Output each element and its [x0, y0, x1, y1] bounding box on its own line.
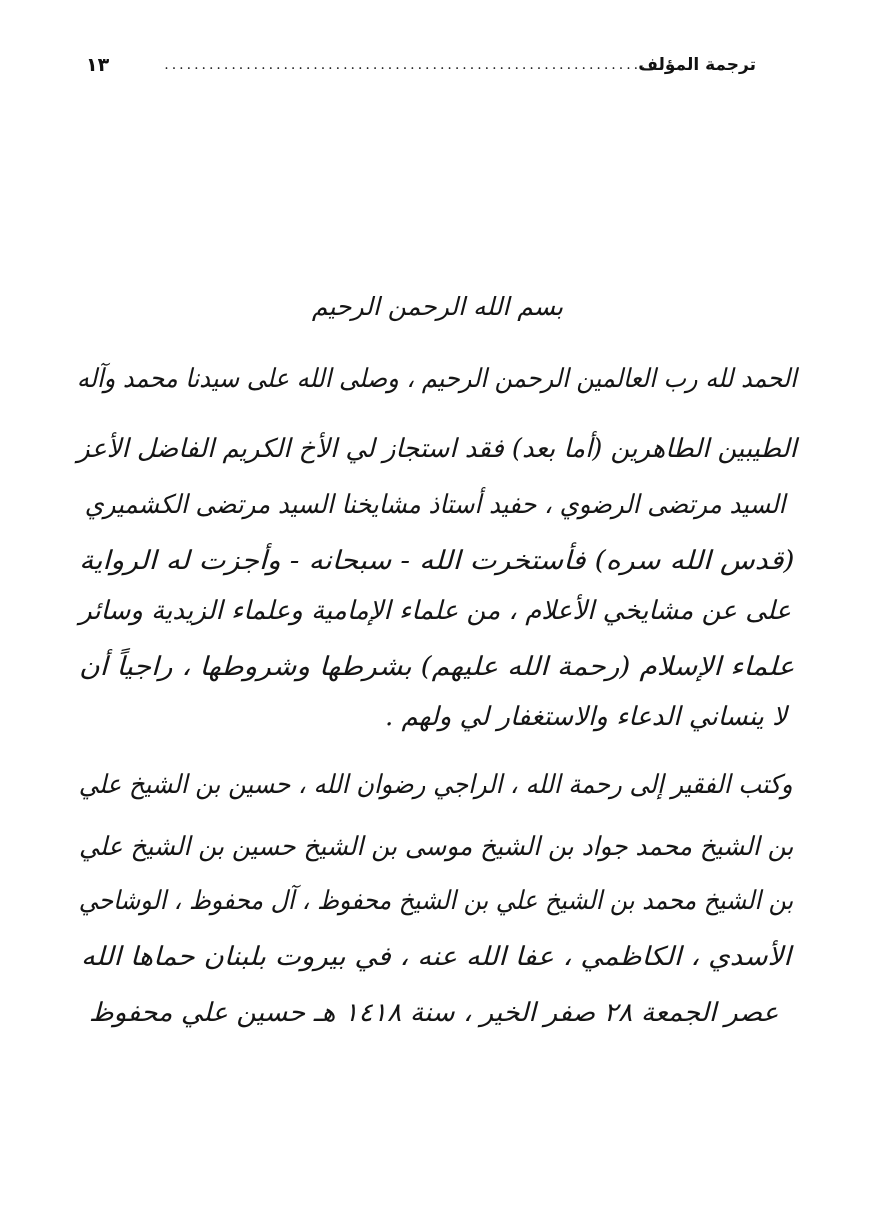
manuscript-line	[384, 700, 787, 734]
manuscript-line-signature	[89, 996, 779, 1030]
manuscript-line	[79, 594, 791, 628]
basmala-text: بسم الله الرحمن الرحيم	[311, 292, 564, 321]
manuscript-line-text: الطيبين الطاهرين (أما بعد) فقد استجاز لي الأخ الكريم الفاضل الأعز	[77, 434, 797, 464]
manuscript-line-text: على عن مشايخي الأعلام ، من علماء الإمامية وعلماء الزيدية وسائر	[79, 596, 791, 626]
manuscript-line-text: وكتب الفقير إلى رحمة الله ، الراجي رضوان الله ، حسين بن الشيخ علي	[79, 770, 793, 800]
header-leader-dots: ..................................................................	[164, 57, 656, 73]
manuscript-line-text: الأسدي ، الكاظمي ، عفا الله عنه ، في بيروت بلبنان حماها الله	[80, 942, 791, 972]
manuscript-line	[79, 544, 795, 578]
manuscript-line	[77, 362, 797, 396]
page-number: ١٣	[86, 54, 110, 76]
manuscript-line	[81, 940, 791, 974]
manuscript-line-text: بن الشيخ محمد بن الشيخ علي بن الشيخ محفوظ ، آل محفوظ ، الوشاحي	[78, 886, 793, 916]
manuscript-line-text: بن الشيخ محمد جواد بن الشيخ موسى بن الشيخ حسين بن الشيخ علي	[78, 832, 793, 862]
manuscript-line-text: السيد مرتضى الرضوي ، حفيد أستاذ مشايخنا السيد مرتضى الكشميري	[84, 490, 785, 520]
manuscript-line-text: (قدس الله سره) فأستخرت الله - سبحانه - وأجزت له الرواية	[79, 546, 795, 576]
manuscript-line	[79, 884, 793, 918]
running-header	[86, 52, 756, 80]
header-title: ترجمة المؤلف	[638, 55, 756, 75]
basmala-heading	[0, 290, 875, 324]
manuscript-line-text: لا ينساني الدعاء والاستغفار لي ولهم .	[384, 702, 787, 732]
manuscript-line	[79, 650, 795, 684]
manuscript-line	[77, 432, 797, 466]
manuscript-line-text: الحمد لله رب العالمين الرحمن الرحيم ، وصلى الله على سيدنا محمد وآله	[77, 364, 797, 394]
manuscript-line	[79, 830, 793, 864]
manuscript-line	[85, 488, 785, 522]
manuscript-line	[79, 768, 793, 802]
manuscript-line-text: عصر الجمعة ٢٨ صفر الخير ، سنة ١٤١٨ هـ حسين علي محفوظ	[89, 998, 779, 1028]
manuscript-line-text: علماء الإسلام (رحمة الله عليهم) بشرطها وشروطها ، راجياً أن	[79, 652, 795, 682]
